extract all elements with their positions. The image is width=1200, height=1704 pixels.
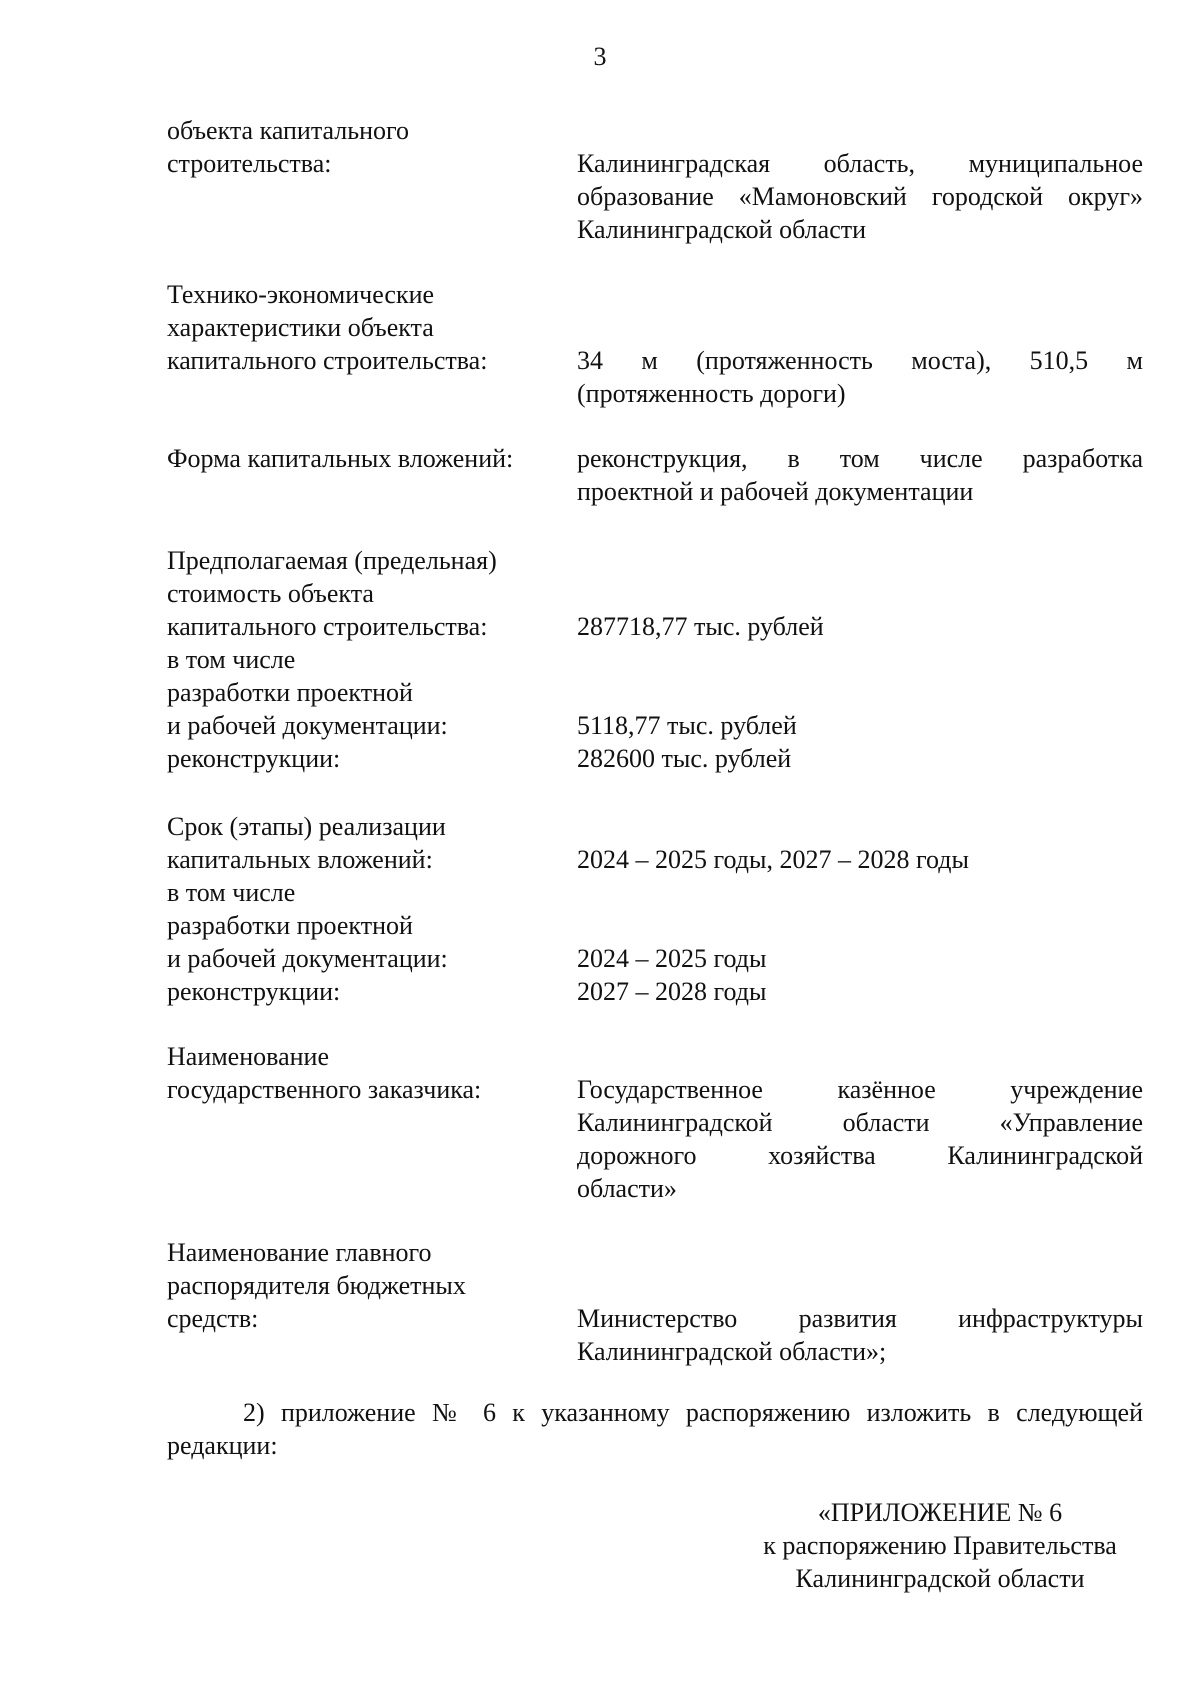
value-line: 287718,77 тыс. рублей [577,612,824,641]
field-value [577,709,1143,775]
value-line: Калининградской области «Управление [577,1108,1143,1137]
value-line: проектной и рабочей документации [577,477,974,506]
value-line: Калининградская область, муниципальное [577,149,1143,178]
label-line: объекта капитального [167,116,410,145]
value-line: образование «Мамоновский городской округ» [577,182,1143,211]
label-line: в том числе [167,645,296,674]
appendix-line: к распоряжению Правительства [763,1531,1117,1560]
field-value [577,1073,1143,1205]
label-line: Срок (этапы) реализации [167,812,446,841]
value-line: 5118,77 тыс. рублей [577,711,797,740]
page-number: 3 [593,42,607,71]
field-label [167,1040,567,1106]
label-line: распорядителя бюджетных [167,1271,466,1300]
appendix-line: Калининградской области [795,1564,1085,1593]
value-line: (протяженность дороги) [577,379,846,408]
value-line: дорожного хозяйства Калининградской [577,1141,1143,1170]
label-line: средств: [167,1304,259,1333]
label-line: разработки проектной [167,911,413,940]
label-line: разработки проектной [167,678,413,707]
label-line: стоимость объекта [167,579,374,608]
field-label [167,114,567,180]
field-label [167,1236,567,1335]
label-line: государственного заказчика: [167,1075,482,1104]
label-line: в том числе [167,878,296,907]
field-value [577,610,1143,643]
value-line: 2024 – 2025 годы [577,944,767,973]
label-line: Наименование главного [167,1238,432,1267]
label-line: Технико-экономические [167,280,435,309]
value-line: 34 м (протяженность моста), 510,5 м [577,346,1143,375]
label-line: Форма капитальных вложений: [167,444,514,473]
value-line: области» [577,1174,677,1203]
label-line: характеристики объекта [167,313,434,342]
value-line: Государственное казённое учреждение [577,1075,1143,1104]
value-line: 2024 – 2025 годы, 2027 – 2028 годы [577,845,969,874]
value-line: 282600 тыс. рублей [577,744,792,773]
label-line: капитального строительства: [167,346,488,375]
field-label [167,544,567,775]
field-value [577,442,1143,508]
value-line: Калининградской области»; [577,1337,887,1366]
field-label [167,810,567,1008]
amendment-paragraph [167,1396,1143,1462]
field-value [577,942,1143,1008]
appendix-title: «ПРИЛОЖЕНИЕ № 6 [817,1498,1063,1527]
value-line: реконструкция, в том числе разработка [577,444,1143,473]
field-value [577,1302,1143,1368]
label-line: капитального строительства: [167,612,488,641]
value-line: Калининградской области [577,215,867,244]
paragraph-line: редакции: [167,1431,278,1460]
value-line: Министерство развития инфраструктуры [577,1304,1143,1333]
label-line: реконструкции: [167,744,341,773]
label-line: Наименование [167,1042,329,1071]
label-line: и рабочей документации: [167,711,448,740]
label-line: и рабочей документации: [167,944,448,973]
appendix-header [700,1496,1180,1595]
field-value [577,843,1143,876]
label-line: капитальных вложений: [167,845,433,874]
label-line: реконструкции: [167,977,341,1006]
field-value [577,344,1143,410]
paragraph-line: 2) приложение № 6 к указанному распоряжению изложить в следующей [243,1398,1143,1427]
label-line: Предполагаемая (предельная) [167,546,497,575]
field-label [167,442,567,475]
value-line: 2027 – 2028 годы [577,977,767,1006]
field-value [577,147,1143,246]
field-label [167,278,567,377]
label-line: строительства: [167,149,332,178]
